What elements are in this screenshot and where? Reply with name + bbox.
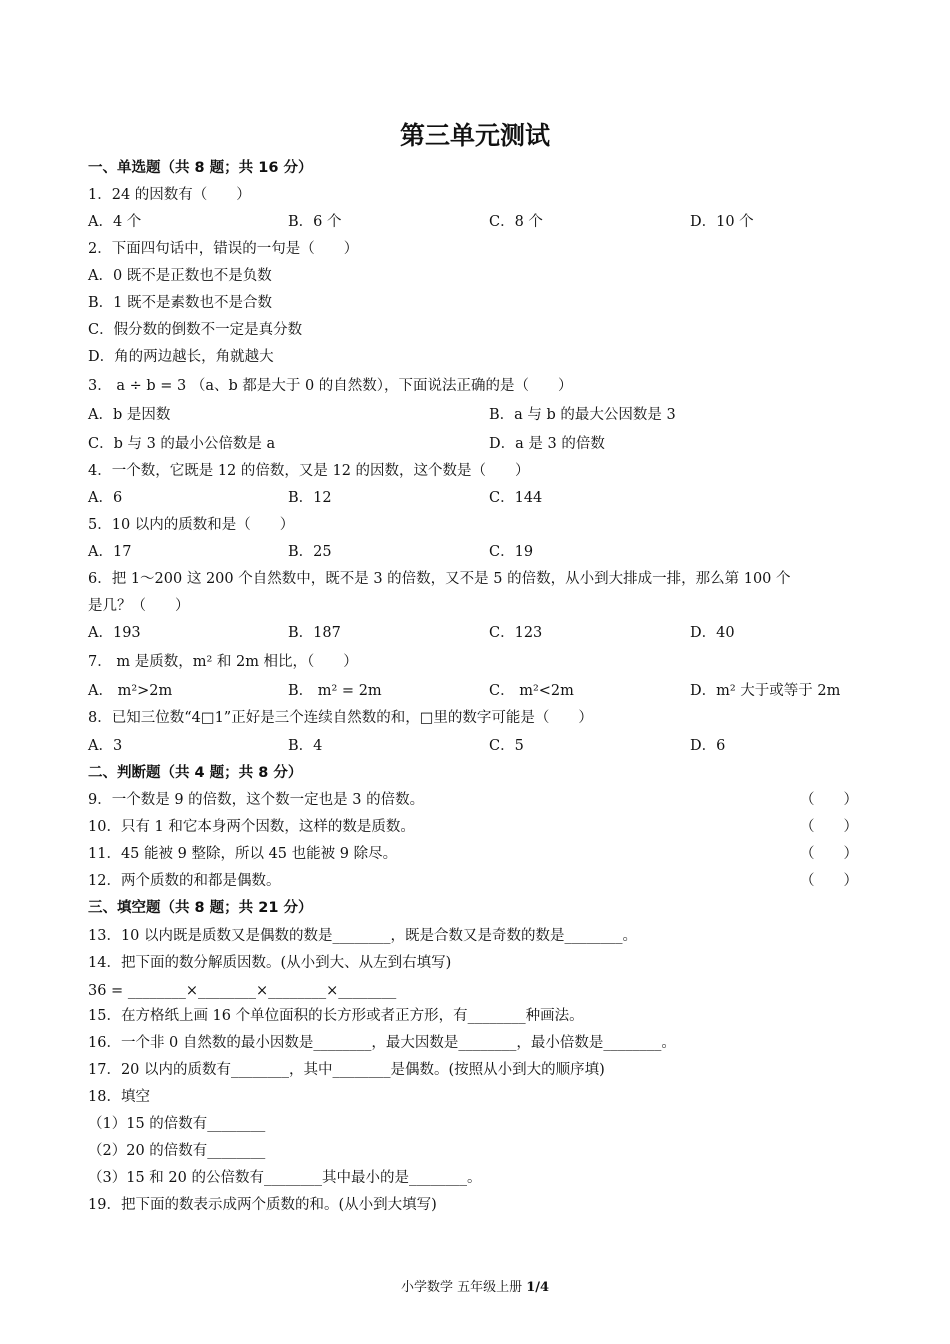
q2-option-a: A．0 既不是正数也不是负数 <box>88 268 272 284</box>
question-19: 19．把下面的数表示成两个质数的和。(从小到大填写) <box>88 1197 437 1213</box>
q6-option-a: A．193 <box>88 625 141 641</box>
q7-option-a: A． m²>2m <box>88 683 173 699</box>
question-2: 2．下面四句话中，错误的一句是（ ） <box>88 241 359 257</box>
q2-option-b: B．1 既不是素数也不是合数 <box>88 295 272 311</box>
q6-option-c: C．123 <box>489 625 543 641</box>
q9-answer-parentheses: （ ） <box>800 792 858 808</box>
q7-option-b: B． m² = 2m <box>288 683 382 699</box>
question-18: 18．填空 <box>88 1089 150 1105</box>
q7-option-d: D．m² 大于或等于 2m <box>690 683 841 699</box>
question-18-part-1: （1）15 的倍数有________ <box>88 1116 266 1132</box>
q11-answer-parentheses: （ ） <box>800 846 858 862</box>
question-15: 15．在方格纸上画 16 个单位面积的长方形或者正方形，有________种画法。 <box>88 1008 584 1024</box>
question-14: 14．把下面的数分解质因数。(从小到大、从左到右填写) <box>88 955 452 971</box>
q4-option-b: B．12 <box>288 490 332 506</box>
question-14-equation: 36 = ________×________×________×________ <box>88 983 397 999</box>
question-16: 16．一个非 0 自然数的最小因数是________，最大因数是________，最小倍数是________。 <box>88 1035 676 1051</box>
q8-option-a: A．3 <box>88 738 123 754</box>
question-18-part-3: （3）15 和 20 的公倍数有________其中最小的是________。 <box>88 1170 482 1186</box>
q2-option-d: D．角的两边越长，角就越大 <box>88 349 274 365</box>
section-heading-single-choice: 一、单选题（共 8 题；共 16 分） <box>88 160 313 176</box>
section-heading-fill-blank: 三、填空题（共 8 题；共 21 分） <box>88 900 313 916</box>
page-number: 1/4 <box>526 1280 550 1295</box>
q1-option-c: C．8 个 <box>489 214 543 230</box>
q4-option-c: C．144 <box>489 490 543 506</box>
q12-answer-parentheses: （ ） <box>800 873 858 889</box>
question-6: 6．把 1～200 这 200 个自然数中，既不是 3 的倍数，又不是 5 的倍数，从小到大排成一排，那么第 100 个 <box>88 571 791 587</box>
question-4: 4．一个数，它既是 12 的倍数，又是 12 的因数，这个数是（ ） <box>88 463 530 479</box>
question-1: 1．24 的因数有（ ） <box>88 187 251 203</box>
question-7: 7． m 是质数，m² 和 2m 相比，（ ） <box>88 654 358 670</box>
q5-option-c: C．19 <box>489 544 534 560</box>
q8-option-d: D．6 <box>690 738 726 754</box>
q6-option-b: B．187 <box>288 625 341 641</box>
q1-option-b: B．6 个 <box>288 214 342 230</box>
q3-option-d: D．a 是 3 的倍数 <box>489 436 605 452</box>
q2-option-c: C．假分数的倒数不一定是真分数 <box>88 322 303 338</box>
footer-text: 小学数学 五年级上册 <box>400 1280 523 1295</box>
question-10: 10．只有 1 和它本身两个因数，这样的数是质数。 <box>88 819 415 835</box>
question-3: 3． a ÷ b = 3 （a、b 都是大于 0 的自然数），下面说法正确的是（ ） <box>88 378 573 394</box>
question-18-part-2: （2）20 的倍数有________ <box>88 1143 266 1159</box>
q1-option-d: D．10 个 <box>690 214 754 230</box>
q5-option-b: B．25 <box>288 544 332 560</box>
q1-option-a: A．4 个 <box>88 214 142 230</box>
question-12: 12．两个质数的和都是偶数。 <box>88 873 281 889</box>
q3-option-b: B．a 与 b 的最大公因数是 3 <box>489 407 676 423</box>
question-8: 8．已知三位数“4□1”正好是三个连续自然数的和，□里的数字可能是（ ） <box>88 710 593 726</box>
q5-option-a: A．17 <box>88 544 132 560</box>
q7-option-c: C． m²<2m <box>489 683 574 699</box>
q3-option-c: C．b 与 3 的最小公倍数是 a <box>88 436 276 452</box>
q4-option-a: A．6 <box>88 490 123 506</box>
question-5: 5．10 以内的质数和是（ ） <box>88 517 295 533</box>
page-footer <box>0 1276 950 1295</box>
q10-answer-parentheses: （ ） <box>800 819 858 835</box>
q8-option-c: C．5 <box>489 738 524 754</box>
page-title: 第三单元测试 <box>399 121 550 150</box>
question-9: 9．一个数是 9 的倍数，这个数一定也是 3 的倍数。 <box>88 792 425 808</box>
q3-option-a: A．b 是因数 <box>88 407 171 423</box>
question-11: 11．45 能被 9 整除，所以 45 也能被 9 除尽。 <box>88 846 398 862</box>
question-17: 17．20 以内的质数有________，其中________是偶数。(按照从小到大的顺序填) <box>88 1062 605 1078</box>
question-6-continued: 是几？（ ） <box>88 598 190 614</box>
q6-option-d: D．40 <box>690 625 735 641</box>
section-heading-true-false: 二、判断题（共 4 题；共 8 分） <box>88 765 303 781</box>
question-13: 13．10 以内既是质数又是偶数的数是________，既是合数又是奇数的数是________。 <box>88 928 638 944</box>
q8-option-b: B．4 <box>288 738 323 754</box>
